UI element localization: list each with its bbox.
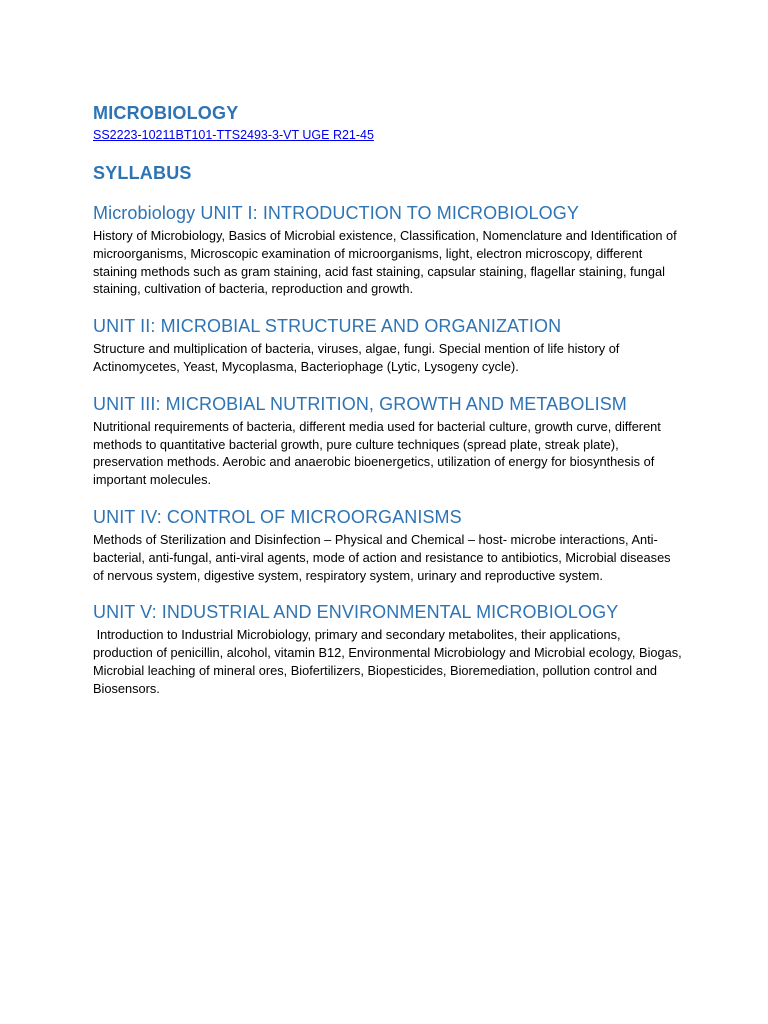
unit-2-heading: UNIT II: MICROBIAL STRUCTURE AND ORGANIZATION bbox=[93, 316, 562, 337]
unit-4-heading: UNIT IV: CONTROL OF MICROORGANISMS bbox=[93, 506, 462, 527]
unit-2-body: Structure and multiplication of bacteria, viruses, algae, fungi. Special mention of life history of Actinomycetes, Yeast, Mycoplasma, Bacteriophage (Lytic, Lysogeny cycle). bbox=[93, 341, 620, 374]
document-title: MICROBIOLOGY bbox=[93, 103, 239, 123]
unit-1-heading: Microbiology UNIT I: INTRODUCTION TO MICROBIOLOGY bbox=[93, 203, 579, 223]
unit-1-body: History of Microbiology, Basics of Microbial existence, Classification, Nomenclature and Identification of microorganisms, Microscopic examination of microorganisms, light, electron microscopy, different staining methods such as gram staining, acid fast staining, capsular staining, flagellar staining, fungal staining, cultivation of bacteria, reproduction and growth. bbox=[93, 228, 677, 297]
reference-link[interactable]: SS2223-10211BT101-TTS2493-3-VT UGE R21-45 bbox=[93, 128, 374, 142]
unit-3-body: Nutritional requirements of bacteria, different media used for bacterial culture, growth curve, different methods to quantitative bacterial growth, pure culture techniques (spread plate, streak plate), preservation methods. Aerobic and anaerobic bioenergetics, utilization of energy for biosynthesis of important molecules. bbox=[93, 418, 661, 488]
unit-4-body: Methods of Sterilization and Disinfection – Physical and Chemical – host- microbe interactions, Anti-bacterial, anti-fungal, anti-viral agents, mode of action and resistance to antibiotics, Microbial diseases of nervous system, digestive system, respiratory system, urinary and reproductive system. bbox=[93, 531, 671, 583]
unit-3-heading: UNIT III: MICROBIAL NUTRITION, GROWTH AND METABOLISM bbox=[93, 393, 627, 414]
unit-2-section bbox=[93, 314, 683, 376]
unit-1-section bbox=[93, 201, 683, 298]
unit-5-heading: UNIT V: INDUSTRIAL AND ENVIRONMENTAL MICROBIOLOGY bbox=[93, 602, 619, 623]
unit-5-section bbox=[93, 600, 683, 697]
document-page bbox=[93, 101, 683, 698]
unit-5-body: Introduction to Industrial Microbiology, primary and secondary metabolites, their applications, production of penicillin, alcohol, vitamin B12, Environmental Microbiology and Microbial ecology, Biogas, Microbial leaching of mineral ores, Biofertilizers, Biopesticides, Bioremediation, pollution control and Biosensors. bbox=[93, 627, 682, 696]
syllabus-heading: SYLLABUS bbox=[93, 163, 192, 183]
unit-3-section bbox=[93, 392, 683, 489]
unit-4-section bbox=[93, 505, 683, 584]
